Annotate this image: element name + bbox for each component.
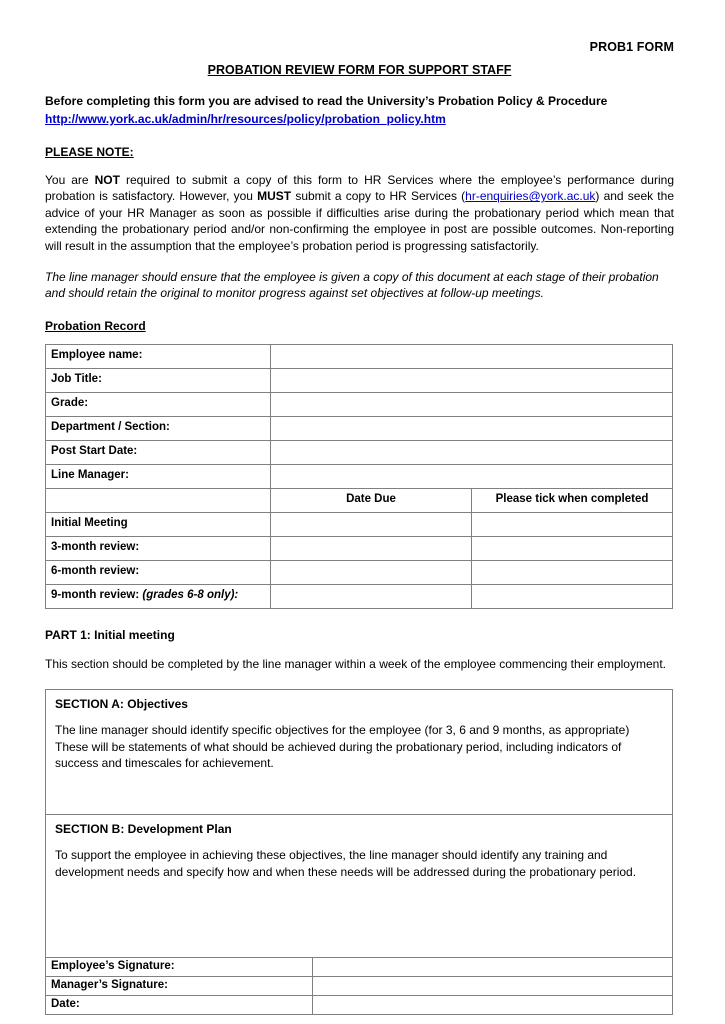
note-bold-must: MUST (257, 189, 292, 204)
note-text-2: required to submit a copy of this form to HR Services where the employee’s performance during probation is satisfactory. However, you (45, 172, 674, 204)
row-label-9-month-review-note: (grades 6-8 only): (142, 588, 239, 601)
row-label-initial-meeting: Initial Meeting (46, 512, 271, 536)
part1-description: This section should be completed by the line manager within a week of the employee commencing their employment. (45, 656, 666, 671)
note-bold-not: NOT (94, 172, 120, 187)
section-b-instructions: To support the employee in achieving these objectives, the line manager should identify any training and development needs and specify how and when these needs will be addressed during the probationary period. (55, 848, 637, 879)
row-value-line-manager[interactable] (271, 464, 673, 488)
please-note-paragraph (45, 172, 674, 254)
header-date-due: Date Due (271, 488, 472, 512)
tick-9-month-review[interactable] (472, 584, 673, 608)
row-label-9-month-review-text: 9-month review: (51, 588, 140, 601)
document-title-text: PROBATION REVIEW FORM FOR SUPPORT STAFF (207, 63, 512, 77)
table-row (46, 440, 673, 464)
probation-policy-link[interactable]: http://www.york.ac.uk/admin/hr/resources/policy/probation_policy.htm (45, 111, 446, 126)
intro-instruction: Before completing this form you are advised to read the University’s Probation Policy & Procedure (45, 94, 608, 108)
row-value-post-start-date[interactable] (271, 440, 673, 464)
section-b-title: SECTION B: Development Plan (55, 822, 232, 837)
tick-6-month-review[interactable] (472, 560, 673, 584)
row-label-department-section: Department / Section: (46, 416, 271, 440)
row-value-job-title[interactable] (271, 368, 673, 392)
part1-heading: PART 1: Initial meeting (45, 627, 175, 642)
row-label-employee-name: Employee name: (46, 344, 271, 368)
table-row (46, 368, 673, 392)
table-row (46, 344, 673, 368)
row-value-employee-signature[interactable] (313, 958, 673, 977)
form-code: PROB1 FORM (589, 40, 674, 54)
date-due-3-month-review[interactable] (271, 536, 472, 560)
table-row (46, 560, 673, 584)
row-value-grade[interactable] (271, 392, 673, 416)
table-row (46, 977, 673, 996)
please-note-heading: PLEASE NOTE: (45, 144, 134, 159)
row-label-job-title: Job Title: (46, 368, 271, 392)
section-a-objectives-box (45, 689, 673, 814)
tick-initial-meeting[interactable] (472, 512, 673, 536)
table-row (46, 512, 673, 536)
section-a-title: SECTION A: Objectives (55, 697, 188, 712)
row-value-department-section[interactable] (271, 416, 673, 440)
date-due-initial-meeting[interactable] (271, 512, 472, 536)
row-label-post-start-date: Post Start Date: (46, 440, 271, 464)
table-row (46, 584, 673, 608)
table-header-row (46, 488, 673, 512)
table-row (46, 996, 673, 1015)
note-text-4: ) and seek the advice of your HR Manager as soon as possible if difficulties arise during the probationary period which mean that extending the probationary period and/or non-confirming the employee in post are possible outcomes. Non-reporting will result in the assumption that the employee’s probation period is progressing satisfactorily. (45, 189, 674, 253)
date-due-6-month-review[interactable] (271, 560, 472, 584)
hr-enquiries-email-link[interactable]: hr-enquiries@york.ac.uk (465, 189, 596, 204)
signature-table (45, 957, 673, 1015)
tick-3-month-review[interactable] (472, 536, 673, 560)
table-row (46, 536, 673, 560)
probation-record-table (45, 344, 673, 609)
row-value-manager-signature[interactable] (313, 977, 673, 996)
row-label-9-month-review (46, 584, 271, 608)
header-blank-cell (46, 488, 271, 512)
row-label-6-month-review: 6-month review: (46, 560, 271, 584)
probation-record-heading: Probation Record (45, 318, 146, 333)
row-label-grade: Grade: (46, 392, 271, 416)
row-label-3-month-review: 3-month review: (46, 536, 271, 560)
line-manager-italic-note: The line manager should ensure that the employee is given a copy of this document at each stage of their probation and should retain the original to monitor progress against set objectives at follow-up meetings. (45, 270, 659, 301)
note-text-3: submit a copy to HR Services ( (291, 189, 466, 204)
date-due-9-month-review[interactable] (271, 584, 472, 608)
section-a-instructions: The line manager should identify specific objectives for the employee (for 3, 6 and 9 months, as appropriate) These will be statements of what should be achieved during the probationary period, including indicators of success and timescales for achievement. (55, 723, 630, 771)
row-value-employee-name[interactable] (271, 344, 673, 368)
row-label-line-manager: Line Manager: (46, 464, 271, 488)
row-label-employee-signature: Employee’s Signature: (46, 958, 313, 977)
row-value-date[interactable] (313, 996, 673, 1015)
document-title (45, 63, 674, 77)
row-label-manager-signature: Manager’s Signature: (46, 977, 313, 996)
table-row (46, 392, 673, 416)
section-b-development-plan-box (45, 814, 673, 957)
header-please-tick: Please tick when completed (472, 488, 673, 512)
note-text-1: You are (45, 172, 95, 187)
table-row (46, 416, 673, 440)
table-row (46, 958, 673, 977)
table-row (46, 464, 673, 488)
row-label-date: Date: (46, 996, 313, 1015)
